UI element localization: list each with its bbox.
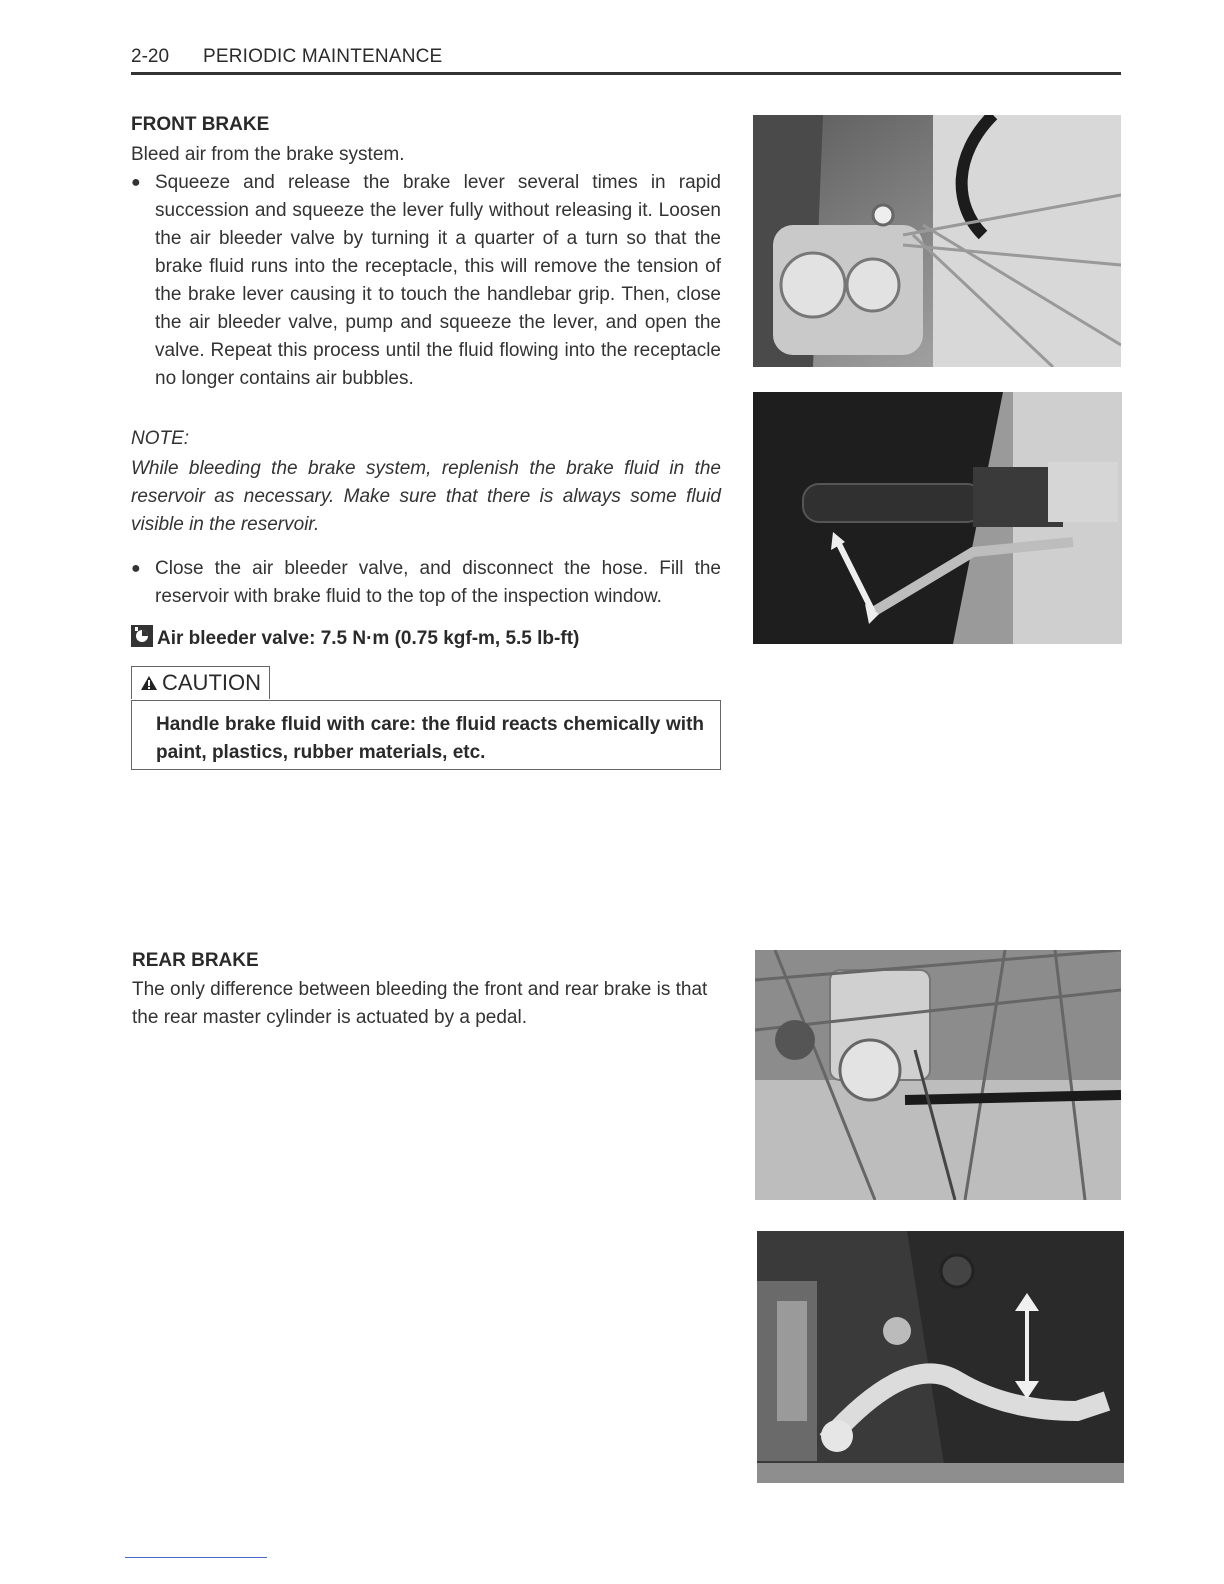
bullet-text: Close the air bleeder valve, and disconnect the hose. Fill the reservoir with brake fluid to the top of the inspection window. — [155, 558, 721, 607]
front-brake-intro: Bleed air from the brake system. — [131, 144, 405, 165]
caution-label-text: CAUTION — [162, 670, 261, 695]
rear-caliper-photo — [755, 950, 1121, 1200]
page-number: 2-20 — [131, 46, 170, 67]
torque-spec-text: Air bleeder valve: 7.5 N·m (0.75 kgf-m, 5.5 lb-ft) — [157, 628, 580, 649]
footer-rule — [125, 1557, 267, 1558]
page-header — [131, 44, 1121, 76]
bullet-item-close-valve — [131, 555, 721, 611]
bullet-item-squeeze — [131, 169, 721, 393]
section-title: PERIODIC MAINTENANCE — [203, 46, 443, 67]
torque-spec — [131, 625, 579, 653]
note-label: NOTE: — [131, 428, 190, 449]
front-caliper-photo — [753, 115, 1121, 367]
rear-pedal-photo — [757, 1231, 1124, 1483]
bullet-text: Squeeze and release the brake lever several times in rapid succession and squeeze the lever fully without releasing it. Loosen the air bleeder valve by turning it a quarter of a turn so that the brake fluid runs into the receptacle, this will remove the tension of the brake lever causing it to touch the handlebar grip. Then, close the air bleeder valve, pump and squeeze the lever, and open the valve. Repeat this process until the fluid flowing into the receptacle no longer contains air bubbles. — [155, 172, 721, 389]
rear-brake-text: The only difference between bleeding the front and rear brake is that the rear master cylinder is actuated by a pedal. — [132, 979, 708, 1028]
caution-text: Handle brake fluid with care: the fluid reacts chemically with paint, plastics, rubber materials, etc. — [156, 714, 704, 763]
caution-box — [131, 700, 721, 770]
bullet-dot-icon: ● — [131, 560, 141, 577]
caution-label — [131, 666, 270, 699]
bullet-dot-icon: ● — [131, 174, 141, 191]
header-rule — [131, 72, 1121, 75]
torque-wrench-icon — [131, 625, 153, 647]
warning-triangle-icon — [140, 675, 158, 691]
front-lever-photo — [753, 392, 1122, 644]
rear-brake-heading: REAR BRAKE — [132, 950, 259, 971]
front-brake-heading: FRONT BRAKE — [131, 114, 270, 135]
note-text: While bleeding the brake system, replenish the brake fluid in the reservoir as necessary. Make sure that there is always some fluid visible in the reservoir. — [131, 458, 721, 535]
